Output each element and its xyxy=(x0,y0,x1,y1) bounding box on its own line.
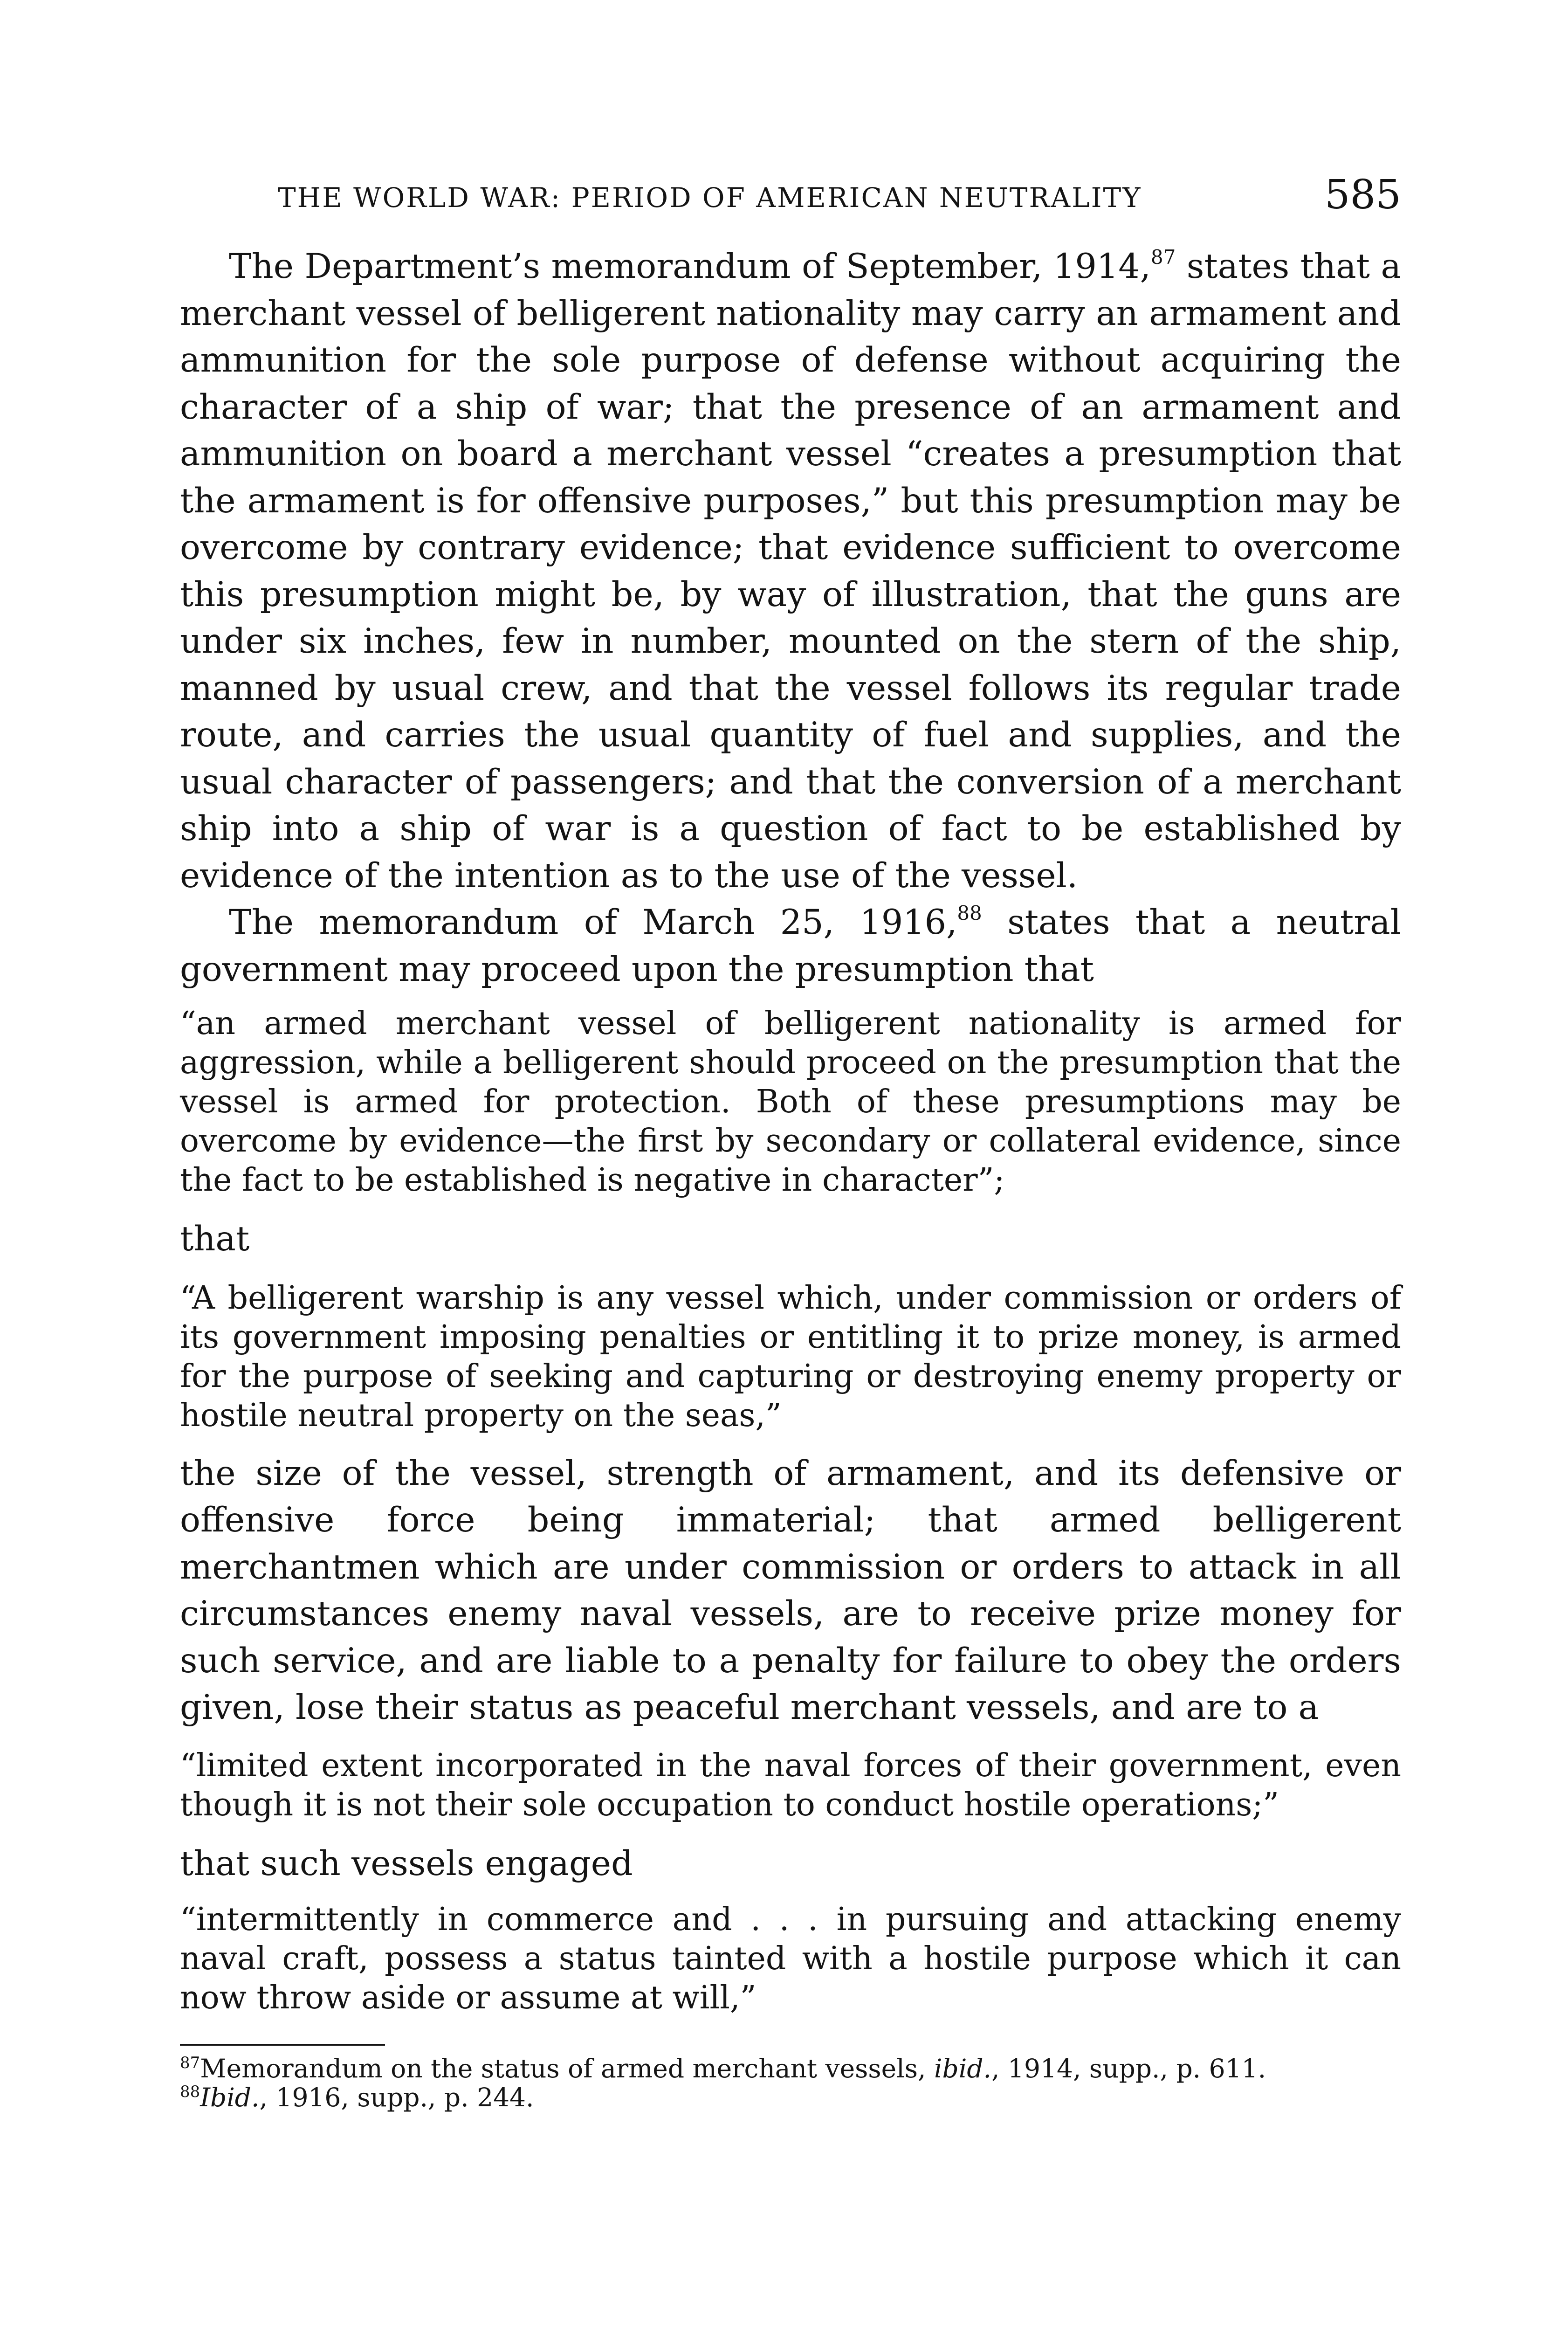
footnote-text: , 1916, supp., p. 244. xyxy=(259,2083,534,2112)
footnote-text: , 1914, supp., p. 611. xyxy=(991,2054,1266,2083)
page-number: 585 xyxy=(1324,172,1401,218)
paragraph-text: The Department’s memorandum of September, 1914, xyxy=(229,247,1151,286)
paragraph-text: The memorandum of March 25, 1916, xyxy=(229,903,957,942)
footnote-87 xyxy=(180,2054,1401,2083)
paragraph-text: states that a neutral government may proceed upon the presumption that xyxy=(180,903,1401,989)
footnote-ref-ibid: ibid. xyxy=(934,2054,992,2083)
footnote-divider xyxy=(180,2044,385,2046)
running-title: THE WORLD WAR: PERIOD OF AMERICAN NEUTRALITY xyxy=(278,182,1142,214)
block-quote-limited-extent: “limited extent incorporated in the naval forces of their government, even though it is not their sole occupation to conduct hostile operations;” xyxy=(180,1747,1401,1823)
footnote-text: Memorandum on the status of armed merchant vessels, xyxy=(200,2054,934,2083)
paragraph-september-memorandum xyxy=(180,243,1401,899)
footnote-ref-87: 87 xyxy=(1150,246,1176,269)
paragraph-text: states that a merchant vessel of belligerent nationality may carry an armament and ammunition for the sole purpose of defense without acquiring the character of a ship of war; that the presence of an armament and ammunition on board a merchant vessel “creates a presumption that the armament is for offensive purposes,” but this presumption may be overcome by contrary evidence; that evidence sufficient to overcome this presumption might be, by way of illustration, that the guns are under six inches, few in number, mounted on the stern of the ship, manned by usual crew, and that the vessel follows its regular trade route, and carries the usual quantity of fuel and supplies, and the usual character of passengers; and that the conversion of a merchant ship into a ship of war is a question of fact to be established by evidence of the intention as to the use of the vessel. xyxy=(180,247,1401,896)
footnote-ref-ibid: Ibid. xyxy=(200,2083,260,2112)
footnote-88 xyxy=(180,2083,1401,2112)
running-head xyxy=(180,168,1401,238)
paragraph-size-of-vessel: the size of the vessel, strength of armament, and its defensive or offensive force being immaterial; that armed belligerent merchantmen which are under commission or orders to attack in all circumstances enemy naval vessels, are to receive prize money for such service, and are liable to a penalty for failure to obey the orders given, lose their status as peaceful merchant vessels, and are to a xyxy=(180,1453,1401,1727)
footnote-marker-88: 88 xyxy=(180,2083,200,2101)
footnote-ref-88: 88 xyxy=(957,902,982,924)
footnote-marker-87: 87 xyxy=(180,2054,200,2072)
block-quote-belligerent-warship: “A belligerent warship is any vessel which, under commission or orders of its government imposing penalties or entitling it to prize money, is armed for the purpose of seeking and capturing or destroying enemy property or hostile neutral property on the seas,” xyxy=(180,1279,1401,1434)
block-quote-armed-merchant-vessel: “an armed merchant vessel of belligerent nationality is armed for aggression, while a belligerent should proceed on the presumption that the vessel is armed for protection. Both of these presumptions may be overcome by evidence—the first by secondary or collateral evidence, since the fact to be established is negative in character”; xyxy=(180,1005,1401,1199)
block-quote-intermittently: “intermittently in commerce and . . . in pursuing and attacking enemy naval craft, possess a status tainted with a hostile purpose which it can now throw aside or assume at will,” xyxy=(180,1901,1401,2016)
paragraph-march-memorandum xyxy=(180,899,1401,993)
connective-text-that-such-vessels: that such vessels engaged xyxy=(180,1843,633,1883)
connective-text-that: that xyxy=(180,1219,250,1259)
book-page xyxy=(180,168,1401,2112)
